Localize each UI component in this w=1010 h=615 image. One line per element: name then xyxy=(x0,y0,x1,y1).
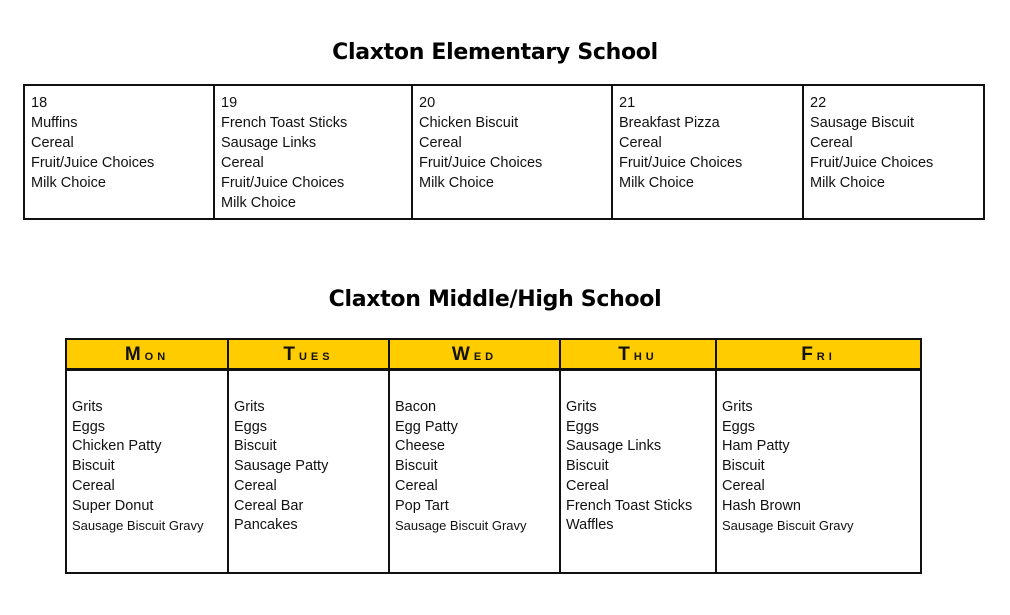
menu-item: Muffins xyxy=(31,115,78,131)
menu-item: Milk Choice xyxy=(810,175,885,191)
menu-item: Sausage Biscuit Gravy xyxy=(395,518,527,534)
menu-item: Cereal xyxy=(221,155,264,171)
menu-item: Cereal xyxy=(619,135,662,151)
menu-item: Sausage Patty xyxy=(234,458,329,475)
day-header-wed: Wed xyxy=(389,339,560,370)
menu-item: Bacon xyxy=(395,399,437,415)
menu-item: Eggs xyxy=(722,418,756,435)
menu-item: Sausage Biscuit Gravy xyxy=(722,518,854,534)
mhs-day-cell xyxy=(560,370,716,574)
day-header-fri: Fri xyxy=(716,339,921,370)
menu-item: Eggs xyxy=(566,418,600,435)
table-row xyxy=(24,85,984,219)
menu-item: Fruit/Juice Choices xyxy=(619,155,743,171)
elementary-school-title: Claxton Elementary School xyxy=(332,40,658,65)
day-header-mon: Mon xyxy=(66,339,228,370)
menu-item: French Toast Sticks xyxy=(221,115,348,131)
menu-item: Milk Choice xyxy=(419,175,494,191)
menu-item: Fruit/Juice Choices xyxy=(31,155,155,171)
menu-item: Grits xyxy=(72,399,103,415)
mhs-day-cell xyxy=(389,370,560,574)
menu-item: Grits xyxy=(566,399,597,415)
menu-item: Biscuit xyxy=(234,438,277,455)
menu-item: Waffles xyxy=(566,517,614,534)
elementary-day-cell xyxy=(612,85,803,219)
menu-item: Chicken Patty xyxy=(72,438,162,455)
menu-item: Eggs xyxy=(72,418,106,435)
menu-item: Cereal xyxy=(566,477,609,494)
day-header-tues: Tues xyxy=(228,339,389,370)
day-date: 22 xyxy=(810,95,827,111)
elementary-day-cell xyxy=(214,85,412,219)
mhs-day-cell xyxy=(228,370,389,574)
menu-item: Pop Tart xyxy=(395,497,449,514)
day-date: 19 xyxy=(221,95,238,111)
menu-item: Biscuit xyxy=(722,458,765,475)
middle-high-menu-table xyxy=(65,338,922,574)
menu-item: Ham Patty xyxy=(722,438,790,455)
menu-item: Egg Patty xyxy=(395,418,458,435)
elementary-day-cell xyxy=(803,85,984,219)
middle-high-school-title: Claxton Middle/High School xyxy=(328,287,662,312)
menu-item: Grits xyxy=(234,399,265,415)
menu-item: Milk Choice xyxy=(31,175,106,191)
menu-item: French Toast Sticks xyxy=(566,497,693,514)
mhs-day-cell xyxy=(66,370,228,574)
menu-item: Biscuit xyxy=(566,458,609,475)
menu-item: Cereal Bar xyxy=(234,497,304,514)
menu-item: Cereal xyxy=(419,135,462,151)
elementary-menu-table xyxy=(23,84,985,220)
menu-item: Eggs xyxy=(234,418,268,435)
menu-item: Cereal xyxy=(722,477,765,494)
menu-item: Cereal xyxy=(395,477,438,494)
menu-item: Sausage Links xyxy=(566,438,662,455)
menu-item: Cheese xyxy=(395,438,445,455)
day-date: 18 xyxy=(31,95,48,111)
menu-item: Breakfast Pizza xyxy=(619,115,720,131)
menu-item: Milk Choice xyxy=(221,195,296,211)
elementary-day-cell xyxy=(24,85,214,219)
day-date: 20 xyxy=(419,95,436,111)
header-row xyxy=(66,339,921,370)
day-header-thu: Thu xyxy=(560,339,716,370)
menu-item: Cereal xyxy=(234,477,277,494)
menu-item: Super Donut xyxy=(72,497,154,514)
menu-item: Sausage Biscuit Gravy xyxy=(72,518,204,534)
menu-item: Milk Choice xyxy=(619,175,694,191)
table-row xyxy=(66,370,921,574)
mhs-day-cell xyxy=(716,370,921,574)
menu-item: Pancakes xyxy=(234,517,298,534)
menu-item: Sausage Biscuit xyxy=(810,115,914,131)
menu-item: Cereal xyxy=(810,135,853,151)
menu-item: Fruit/Juice Choices xyxy=(221,175,345,191)
elementary-day-cell xyxy=(412,85,612,219)
menu-item: Sausage Links xyxy=(221,135,317,151)
menu-item: Cereal xyxy=(72,477,115,494)
menu-item: Chicken Biscuit xyxy=(419,115,519,131)
menu-item: Grits xyxy=(722,399,753,415)
menu-item: Hash Brown xyxy=(722,497,801,514)
menu-item: Biscuit xyxy=(395,458,438,475)
menu-item: Cereal xyxy=(31,135,74,151)
day-date: 21 xyxy=(619,95,636,111)
menu-item: Biscuit xyxy=(72,458,115,475)
menu-item: Fruit/Juice Choices xyxy=(810,155,934,171)
menu-item: Fruit/Juice Choices xyxy=(419,155,543,171)
